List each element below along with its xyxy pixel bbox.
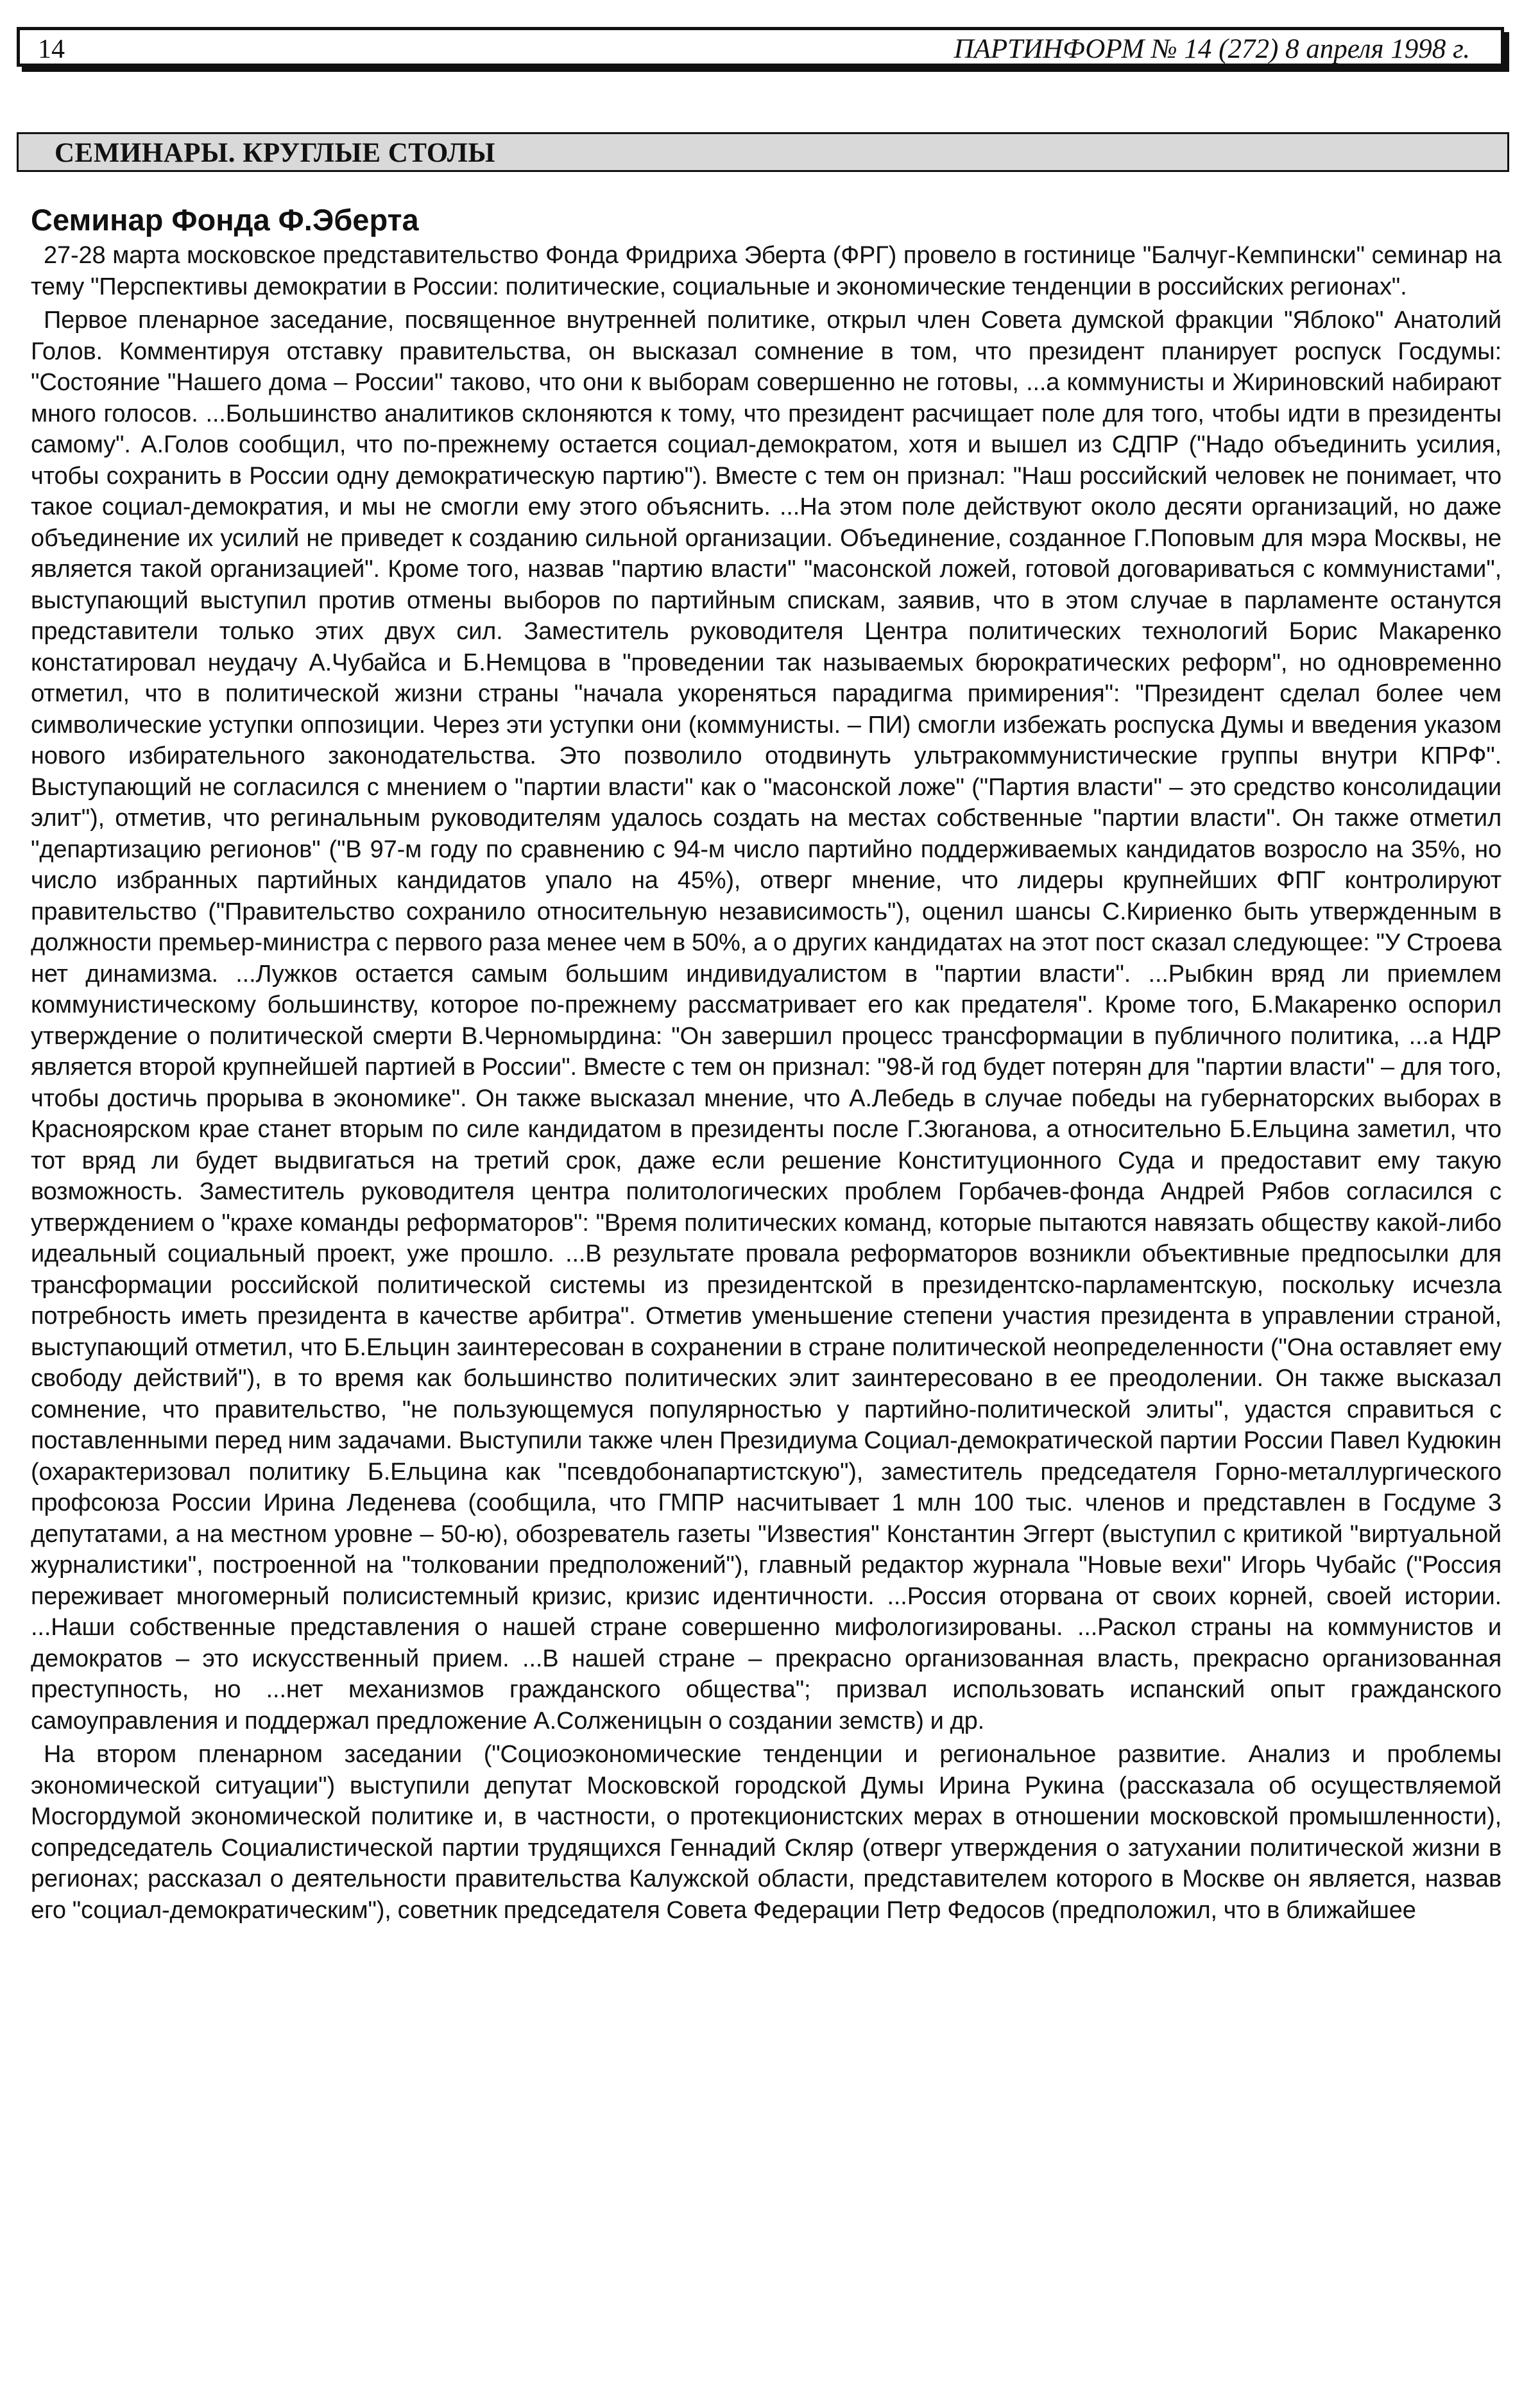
article [31, 202, 1502, 1926]
page-number: 14 [38, 35, 65, 64]
article-paragraph-first-session: Первое пленарное заседание, посвященное внутренней политике, открыл член Совета думской фракции "Яблоко" Анатолий Голов. Комментируя отставку правительства, он высказал сомнение в том, что президент планирует роспуск Госдумы: "Состояние "Нашего дома – России" таково, что они к выборам совершенно не готовы, ...а коммунисты и Жириновский набирают много голосов. ...Большинство аналитиков склоняются к тому, что президент расчищает поле для того, чтобы идти в президенты самому". А.Голов сообщил, что по-прежнему остается социал-демократом, хотя и вышел из СДПР ("Надо объединить усилия, чтобы сохранить в России одну демократическую партию"). Вместе с тем он признал: "Наш российский человек не понимает, что такое социал-демократия, и мы не смогли ему этого объяснить. ...На этом поле действуют около десяти организаций, но даже объединение их усилий не приведет к созданию сильной организации. Объединение, созданное Г.Поповым для мэра Москвы, не является такой организацией". Кроме того, назвав "партию власти" "масонской ложей, готовой договариваться с коммунистами", выступающий выступил против отмены выборов по партийным спискам, заявив, что в этом случае в парламенте останутся представители только этих двух сил. Заместитель руководителя Центра политических технологий Борис Макаренко констатировал неудачу А.Чубайса и Б.Немцова в "проведении так называемых бюрократических реформ", но одновременно отметил, что в политической жизни страны "начала укореняться парадигма примирения": "Президент сделал более чем символические уступки оппозиции. Через эти уступки они (коммунисты. – ПИ) смогли избежать роспуска Думы и введения указом нового избирательного законодательства. Это позволило отодвинуть ультракоммунистические группы внутри КПРФ". Выступающий не согласился с мнением о "партии власти" как о "масонской ложе" ("Партия власти" – это средство консолидации элит"), отметив, что регинальным руководителям удалось создать на местах собственные "партии власти". Он также отметил "департизацию регионов" ("В 97-м году по сравнению с 94-м число партийно поддерживаемых кандидатов возросло на 35%, но число избранных партийных кандидатов упало на 45%), отверг мнение, что лидеры крупнейших ФПГ контролируют правительство ("Правительство сохранило относительную независимость"), оценил шансы С.Кириенко быть утвержденным в должности премьер-министра с первого раза менее чем в 50%, а о других кандидатах на этот пост сказал следующее: "У Строева нет динамизма. ...Лужков остается самым большим индивидуалистом в "партии власти". ...Рыбкин вряд ли приемлем коммунистическому большинству, которое по-прежнему рассматривает его как предателя". Кроме того, Б.Макаренко оспорил утверждение о политической смерти В.Черномырдина: "Он завершил процесс трансформации в публичного политика, ...а НДР является второй крупнейшей партией в России". Вместе с тем он признал: "98-й год будет потерян для "партии власти" – для того, чтобы достичь прорыва в экономике". Он также высказал мнение, что А.Лебедь в случае победы на губернаторских выборах в Красноярском крае станет вторым по силе кандидатом в президенты после Г.Зюганова, а относительно Б.Ельцина заметил, что тот вряд ли будет выдвигаться на третий срок, даже если решение Конституционного Суда и предоставит ему такую возможность. Заместитель руководителя центра политологических проблем Горбачев-фонда Андрей Рябов согласился с утверждением о "крахе команды реформаторов": "Время политических команд, которые пытаются навязать обществу какой-либо идеальный социальный проект, уже прошло. ...В результате провала реформаторов возникли объективные предпосылки для трансформации российской политической системы из президентской в президентско-парламентскую, поскольку исчезла потребность иметь президента в качестве арбитра". Отметив уменьшение степени участия президента в управлении страной, выступающий отметил, что Б.Ельцин заинтересован в сохранении в стране политической неопределенности ("Она оставляет ему свободу действий"), в то время как большинство политических элит заинтересовано в ее преодолении. Он также высказал сомнение, что правительство, "не пользующемуся популярностью у партийно-политической элиты", удастся справиться с поставленными перед ним задачами. Выступили также член Президиума Социал-демократической партии России Павел Кудюкин (охарактеризовал политику Б.Ельцина как "псевдобонапартистскую"), заместитель председателя Горно-металлургического профсоюза России Ирина Леденева (сообщила, что ГМПР насчитывает 1 млн 100 тыс. членов и представлен в Госдуме 3 депутатами, а на местном уровне – 50-ю), обозреватель газеты "Известия" Константин Эггерт (выступил с критикой "виртуальной журналистики", построенной на "толковании предположений"), главный редактор журнала "Новые вехи" Игорь Чубайс ("Россия переживает многомерный полисистемный кризис, кризис идентичности. ...Россия оторвана от своих корней, своей истории. ...Наши собственные представления о нашей стране совершенно мифологизированы. ...Раскол страны на коммунистов и демократов – это искусственный прием. ...В нашей стране – прекрасно организованная власть, прекрасно организованная преступность, но ...нет механизмов гражданского общества"; призвал использовать испанский опыт гражданского самоуправления и поддержал предложение А.Солженицын о создании земств) и др. [31, 307, 1502, 1735]
page-header [17, 27, 1504, 67]
issue-info: ПАРТИНФОРМ № 14 (272) 8 апреля 1998 г. [954, 34, 1470, 64]
article-paragraph-intro: 27-28 марта московское представительство Фонда Фридриха Эберта (ФРГ) провело в гостинице "Балчуг-Кемпински" семинар на тему "Перспективы демократии в России: политические, социальные и экономические тенденции в российских регионах". [31, 242, 1502, 300]
section-title: СЕМИНАРЫ. КРУГЛЫЕ СТОЛЫ [55, 138, 495, 168]
section-banner [17, 132, 1509, 172]
article-paragraph-second-session: На втором пленарном заседании ("Социоэкономические тенденции и региональное развитие. Анализ и проблемы экономической ситуации") выступили депутат Московской городской Думы Ирина Рукина (рассказала об осуществляемой Мосгордумой экономической политике и, в частности, о протекционистских мерах в отношении московской промышленности), сопредседатель Социалистической партии трудящихся Геннадий Скляр (отверг утверждения о затухании политической жизни в регионах; рассказал о деятельности правительства Калужской области, представителем которого в Москве он является, назвав его "социал-демократическим"), советник председателя Совета Федерации Петр Федосов (предположил, что в ближайшее [31, 1741, 1502, 1924]
article-title: Семинар Фонда Ф.Эберта [31, 203, 419, 237]
